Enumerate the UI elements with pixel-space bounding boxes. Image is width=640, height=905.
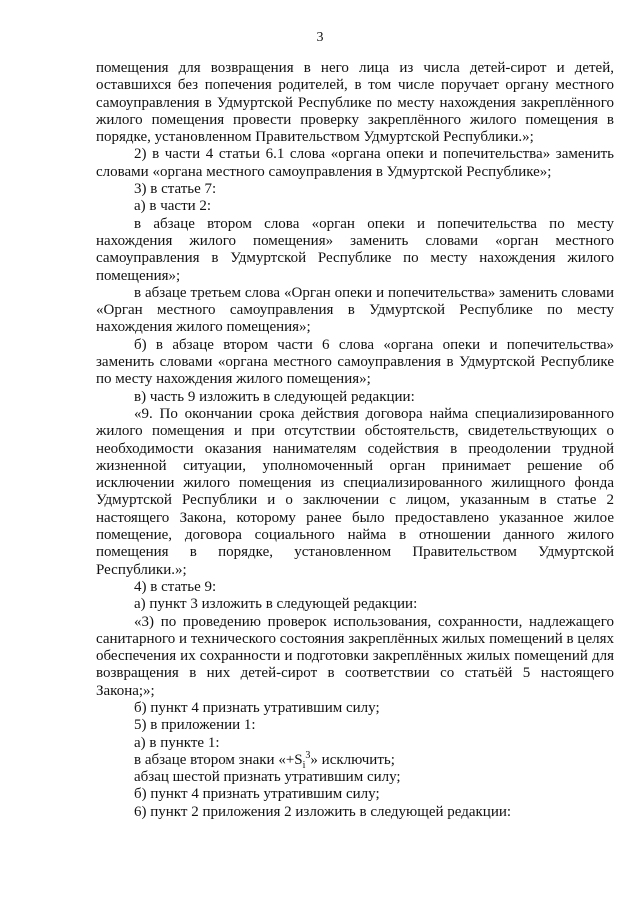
document-body (96, 60, 614, 821)
paragraph: в) часть 9 изложить в следующей редакции: (134, 388, 415, 405)
paragraph: 4) в статье 9: (134, 578, 217, 595)
paragraph: а) пункт 3 изложить в следующей редакции: (134, 596, 418, 613)
paragraph: помещения для возвращения в него лица из числа детей-сирот и детей, оставшихся без попечения родителей, в том числе поручает органу местного самоуправления в Удмуртской Республике по месту нахождения закреплённого жилого помещения провести проверку закреплённого жилого помещения в порядке, установленном Правительством Удмуртской Республики.»; (96, 60, 614, 146)
paragraph: б) пункт 4 признать утратившим силу; (134, 786, 380, 803)
paragraph: абзац шестой признать утратившим силу; (134, 769, 401, 786)
paragraph: а) в пункте 1: (134, 734, 220, 751)
superscript: 3 (305, 749, 311, 761)
paragraph: 5) в приложении 1: (134, 717, 256, 734)
paragraph: 6) пункт 2 приложения 2 изложить в следующей редакции: (134, 803, 512, 820)
paragraph: в абзаце третьем слова «Орган опеки и попечительства» заменить словами «Орган местного самоуправления в Удмуртской Республике по месту нахождения жилого помещения»; (96, 284, 614, 336)
paragraph: б) пункт 4 признать утратившим силу; (134, 699, 380, 716)
paragraph: «3) по проведению проверок использования, сохранности, надлежащего санитарного и технического состояния закреплённых жилых помещений в целях обеспечения их сохранности и подготовки закреплённых жилых помещений для возвращения в них детей-сирот в соответствии со статьёй 5 настоящего Закона;»; (96, 613, 614, 699)
paragraph (96, 749, 614, 771)
paragraph: «9. По окончании срока действия договора найма специализированного жилого помещения и при отсутствии обстоятельств, свидетельствующих о необходимости оказания нанимателям содействия в преодолении трудной жизненной ситуации, уполномоченный орган принимает решение об исключении жилого помещения из специализированного жилищного фонда Удмуртской Республики и о заключении с лицом, указанным в статье 2 настоящего Закона, которому ранее было предоставлено указанное жилое помещение, договора социального найма в отношении данного жилого помещения в порядке, установленном Правительством Удмуртской Республики.»; (96, 405, 614, 578)
paragraph: 3) в статье 7: (134, 181, 217, 198)
paragraph: 2) в части 4 статьи 6.1 слова «органа опеки и попечительства» заменить словами «органа местного самоуправления в Удмуртской Республике»; (96, 146, 614, 180)
subscript: i (302, 759, 306, 771)
paragraph: б) в абзаце втором части 6 слова «органа опеки и попечительства» заменить словами «органа местного самоуправления в Удмуртской Республике по месту нахождения жилого помещения»; (96, 336, 614, 388)
text-run: в абзаце втором знаки «+S (134, 751, 303, 768)
paragraph: а) в части 2: (134, 198, 212, 215)
paragraph: в абзаце втором слова «орган опеки и попечительства по месту нахождения жилого помещения» заменить словами «орган местного самоуправления в Удмуртской Республике по месту нахождения жилого помещения»; (96, 215, 614, 284)
page-number: 3 (316, 30, 324, 45)
text-run: » исключить; (310, 751, 395, 768)
